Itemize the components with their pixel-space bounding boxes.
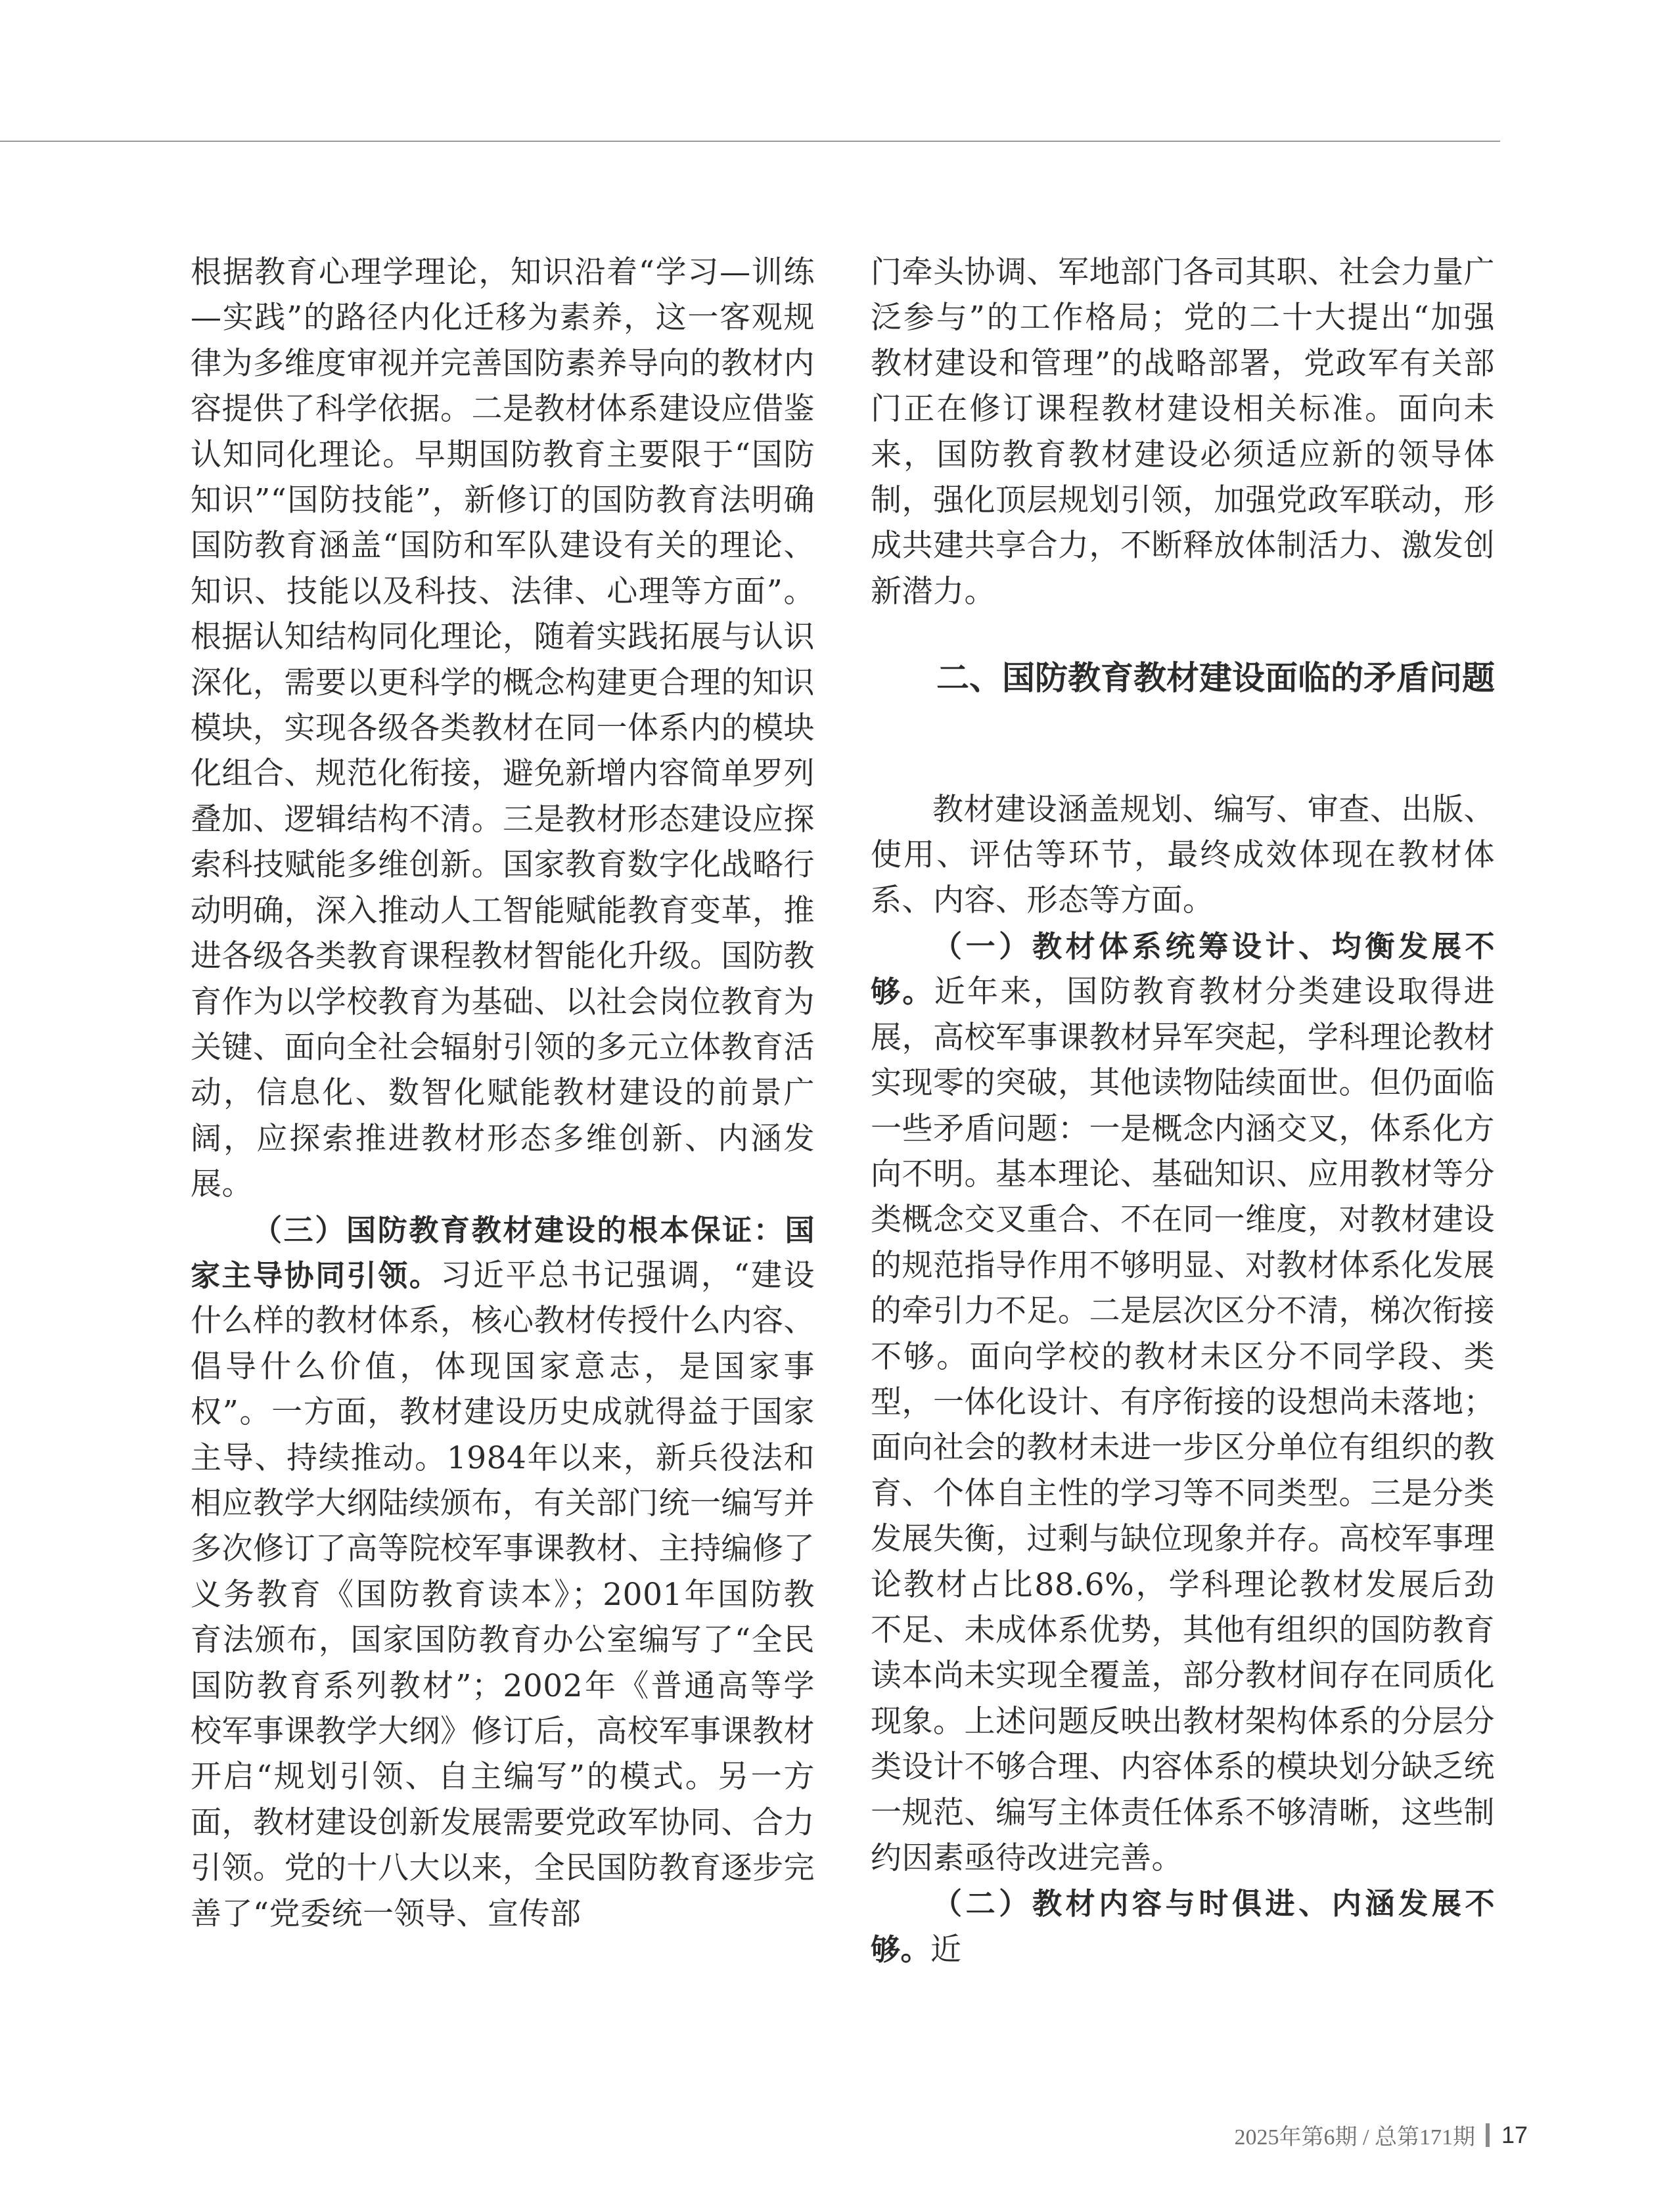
body-paragraph [871, 1881, 1495, 1972]
right-column [871, 250, 1495, 1972]
page-number: 17 [1501, 2121, 1528, 2148]
page-footer [1235, 2119, 1528, 2151]
body-paragraph: 门牵头协调、军地部门各司其职、社会力量广泛参与”的工作格局；党的二十大提出“加强教材建设和管理”的战略部署，党政军有关部门正在修订课程教材建设相关标准。面向未来，国防教育教材建设必须适应新的领导体制，强化顶层规划引领，加强党政军联动，形成共建共享合力，不断释放体制活力、激发创新潜力。 [871, 254, 1495, 610]
body-paragraph [871, 924, 1495, 1882]
footer-separator [1486, 2123, 1490, 2147]
issue-info: 2025年第6期 / 总第171期 [1234, 2125, 1475, 2150]
body-paragraph: 根据教育心理学理论，知识沿着“学习—训练—实践”的路径内化迁移为素养，这一客观规律为多维度审视并完善国防素养导向的教材内容提供了科学依据。二是教材体系建设应借鉴认知同化理论。早期国防教育主要限于“国防知识”“国防技能”，新修订的国防教育法明确国防教育涵盖“国防和军队建设有关的理论、知识、技能以及科技、法律、心理等方面”。根据认知结构同化理论，随着实践拓展与认识深化，需要以更科学的概念构建更合理的知识模块，实现各级各类教材在同一体系内的模块化组合、规范化衔接，避免新增内容简单罗列叠加、逻辑结构不清。三是教材形态建设应探索科技赋能多维创新。国家教育数字化战略行动明确，深入推动人工智能赋能教育变革，推进各级各类教育课程教材智能化升级。国防教育作为以学校教育为基础、以社会岗位教育为关键、面向全社会辐射引领的多元立体教育活动，信息化、数智化赋能教材建设的前景广阔，应探索推进教材形态多维创新、内涵发展。 [191, 254, 815, 1203]
left-column [191, 250, 815, 1937]
section-heading: 二、国防教育教材建设面临的矛盾问题 [936, 659, 1495, 698]
paragraph-lead: （三）国防教育教材建设的根本保证：国家主导协同引领。 [191, 1212, 815, 1293]
body-paragraph: 教材建设涵盖规划、编写、审查、出版、使用、评估等环节，最终成效体现在教材体系、内容、形态等方面。 [871, 791, 1495, 919]
paragraph-body: 近年来，国防教育教材分类建设取得进展，高校军事课教材异军突起，学科理论教材实现零的突破，其他读物陆续面世。但仍面临一些矛盾问题：一是概念内涵交叉，体系化方向不明。基本理论、基础知识、应用教材等分类概念交叉重合、不在同一维度，对教材建设的规范指导作用不够明显、对教材体系化发展的牵引力不足。二是层次区分不清，梯次衔接不够。面向学校的教材未区分不同学段、类型，一体化设计、有序衔接的设想尚未落地；面向社会的教材未进一步区分单位有组织的教育、个体自主性的学习等不同类型。三是分类发展失衡，过剩与缺位现象并存。高校军事理论教材占比88.6%，学科理论教材发展后劲不足、未成体系优势，其他有组织的国防教育读本尚未实现全覆盖，部分教材间存在同质化现象。上述问题反映出教材架构体系的分层分类设计不够合理、内容体系的模块划分缺乏统一规范、编写主体责任体系不够清晰，这些制约因素亟待改进完善。 [871, 974, 1495, 1876]
paragraph-lead: （一）教材体系统筹设计、均衡发展不够。 [871, 928, 1495, 1010]
paragraph-lead: （二）教材内容与时俱进、内涵发展不够。 [871, 1886, 1495, 1967]
header-rule [0, 141, 1500, 142]
body-paragraph [191, 1208, 815, 1937]
paragraph-body: 习近平总书记强调，“建设什么样的教材体系，核心教材传授什么内容、倡导什么价值，体现国家意志，是国家事权”。一方面，教材建设历史成就得益于国家主导、持续推动。1984年以来，新兵役法和相应教学大纲陆续颁布，有关部门统一编写并多次修订了高等院校军事课教材、主持编修了义务教育《国防教育读本》；2001年国防教育法颁布，国家国防教育办公室编写了“全民国防教育系列教材”；2002年《普通高等学校军事课教学大纲》修订后，高校军事课教材开启“规划引领、自主编写”的模式。另一方面，教材建设创新发展需要党政军协同、合力引领。党的十八大以来，全民国防教育逐步完善了“党委统一领导、宣传部 [191, 1257, 815, 1932]
paragraph-body: 近 [930, 1931, 962, 1968]
